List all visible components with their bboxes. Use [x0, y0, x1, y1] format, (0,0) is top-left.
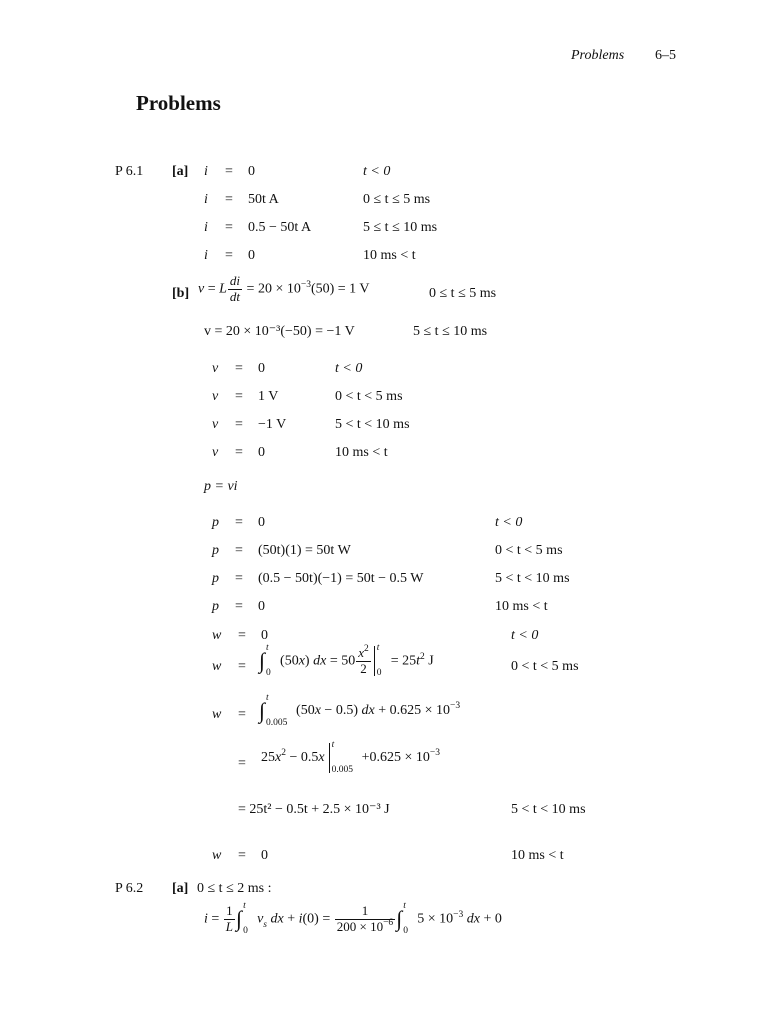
v-definition-cond: 0 ≤ t ≤ 5 ms	[429, 286, 497, 301]
w-integral-2: ∫ t 0.005 (50x − 0.5) dx + $0.625 \times 10^{-3}$	[259, 693, 461, 728]
i-rhs: 0.5 − 50t A	[248, 220, 312, 235]
p62-interval: 0 ≤ t ≤ 2 ms :	[197, 881, 272, 896]
p-rhs: 0	[258, 515, 265, 530]
v-cond: t < 0	[335, 361, 363, 376]
i-eq: =	[225, 164, 233, 179]
i-cond: 10 ms < t	[363, 248, 416, 263]
section-heading: Problems	[136, 91, 221, 115]
part-b-label: [b]	[172, 286, 190, 301]
w-result: = 25t² − 0.5t + 2.5 × 10⁻³ J	[238, 802, 390, 817]
v-line-2: v = 20 × 10⁻³(−50) = −1 V	[204, 324, 355, 339]
problem-label-p62: P 6.2	[115, 881, 144, 896]
p-lhs: p	[212, 599, 219, 614]
i-cond: 0 ≤ t ≤ 5 ms	[363, 192, 431, 207]
w-rhs: 0	[261, 628, 268, 643]
p-cond: 5 < t < 10 ms	[495, 571, 570, 586]
i-lhs: i	[204, 248, 208, 263]
w-lhs: w	[212, 707, 222, 722]
part-a-label: [a]	[172, 164, 189, 179]
i-eq: =	[225, 248, 233, 263]
p-lhs: p	[212, 515, 219, 530]
p-rhs: (50t)(1) = 50t W	[258, 543, 351, 558]
p-rhs: (0.5 − 50t)(−1) = 50t − 0.5 W	[258, 571, 424, 586]
p-definition: p = vi	[204, 479, 238, 494]
v-definition: v = L $\frac{di}{dt}$ = $20 \times 10^{-3}(50) = 1$ V	[198, 273, 370, 304]
i-lhs: i	[204, 164, 208, 179]
w-eq: =	[238, 659, 246, 674]
i-cond: 5 ≤ t ≤ 10 ms	[363, 220, 438, 235]
problem-label-p61: P 6.1	[115, 164, 144, 179]
w-cond: 10 ms < t	[511, 848, 564, 863]
w-evaluated: $25x^2 - 0.5x$ t 0.005 $+0.625 \times 10^{-3}$	[261, 740, 440, 775]
w-eq: =	[238, 628, 246, 643]
w-lhs: w	[212, 848, 222, 863]
v-eq: =	[235, 417, 243, 432]
p-cond: 10 ms < t	[495, 599, 548, 614]
p62-current-equation: i = $\frac{1}{L}$ ∫ t 0 $v_s$ dx + i(0) = $\frac{1}{200 \times 10^{-6}}$ ∫ t 0 $5 \times 10^{-3}$ dx + 0	[204, 901, 502, 936]
p-lhs: p	[212, 543, 219, 558]
v-cond: 0 < t < 5 ms	[335, 389, 403, 404]
i-lhs: i	[204, 192, 208, 207]
v-eq: =	[235, 389, 243, 404]
w-lhs: w	[212, 659, 222, 674]
w-cond: t < 0	[511, 628, 539, 643]
v-cond: 10 ms < t	[335, 445, 388, 460]
v-rhs: −1 V	[258, 417, 287, 432]
i-lhs: i	[204, 220, 208, 235]
w-lhs: w	[212, 628, 222, 643]
i-rhs: 50t A	[248, 192, 279, 207]
running-title: Problems	[571, 48, 625, 63]
v-lhs: v	[212, 389, 219, 404]
v-rhs: 0	[258, 445, 265, 460]
page-number: 6–5	[655, 48, 676, 63]
w-cond: 0 < t < 5 ms	[511, 659, 579, 674]
w-rhs: 0	[261, 848, 268, 863]
v-lhs: v	[212, 417, 219, 432]
i-rhs: 0	[248, 248, 255, 263]
p-rhs: 0	[258, 599, 265, 614]
p-eq: =	[235, 515, 243, 530]
i-cond: t < 0	[363, 164, 391, 179]
v-rhs: 1 V	[258, 389, 279, 404]
p-cond: 0 < t < 5 ms	[495, 543, 563, 558]
v-cond: 5 < t < 10 ms	[335, 417, 410, 432]
w-cond: 5 < t < 10 ms	[511, 802, 586, 817]
v-eq: =	[235, 361, 243, 376]
i-rhs: 0	[248, 164, 255, 179]
v-rhs: 0	[258, 361, 265, 376]
w-eq: =	[238, 756, 246, 771]
p-lhs: p	[212, 571, 219, 586]
w-eq: =	[238, 707, 246, 722]
w-integral-1: ∫ t 0 (50x) dx = 50 $\frac{x^2}{2}$ t 0 = $25t^2$ J	[259, 643, 434, 678]
v-line-2-cond: 5 ≤ t ≤ 10 ms	[413, 324, 488, 339]
v-eq: =	[235, 445, 243, 460]
part-a-label: [a]	[172, 881, 189, 896]
w-eq: =	[238, 848, 246, 863]
p-cond: t < 0	[495, 515, 523, 530]
i-eq: =	[225, 192, 233, 207]
p-eq: =	[235, 599, 243, 614]
v-lhs: v	[212, 361, 219, 376]
p-eq: =	[235, 543, 243, 558]
i-eq: =	[225, 220, 233, 235]
v-lhs: v	[212, 445, 219, 460]
p-eq: =	[235, 571, 243, 586]
